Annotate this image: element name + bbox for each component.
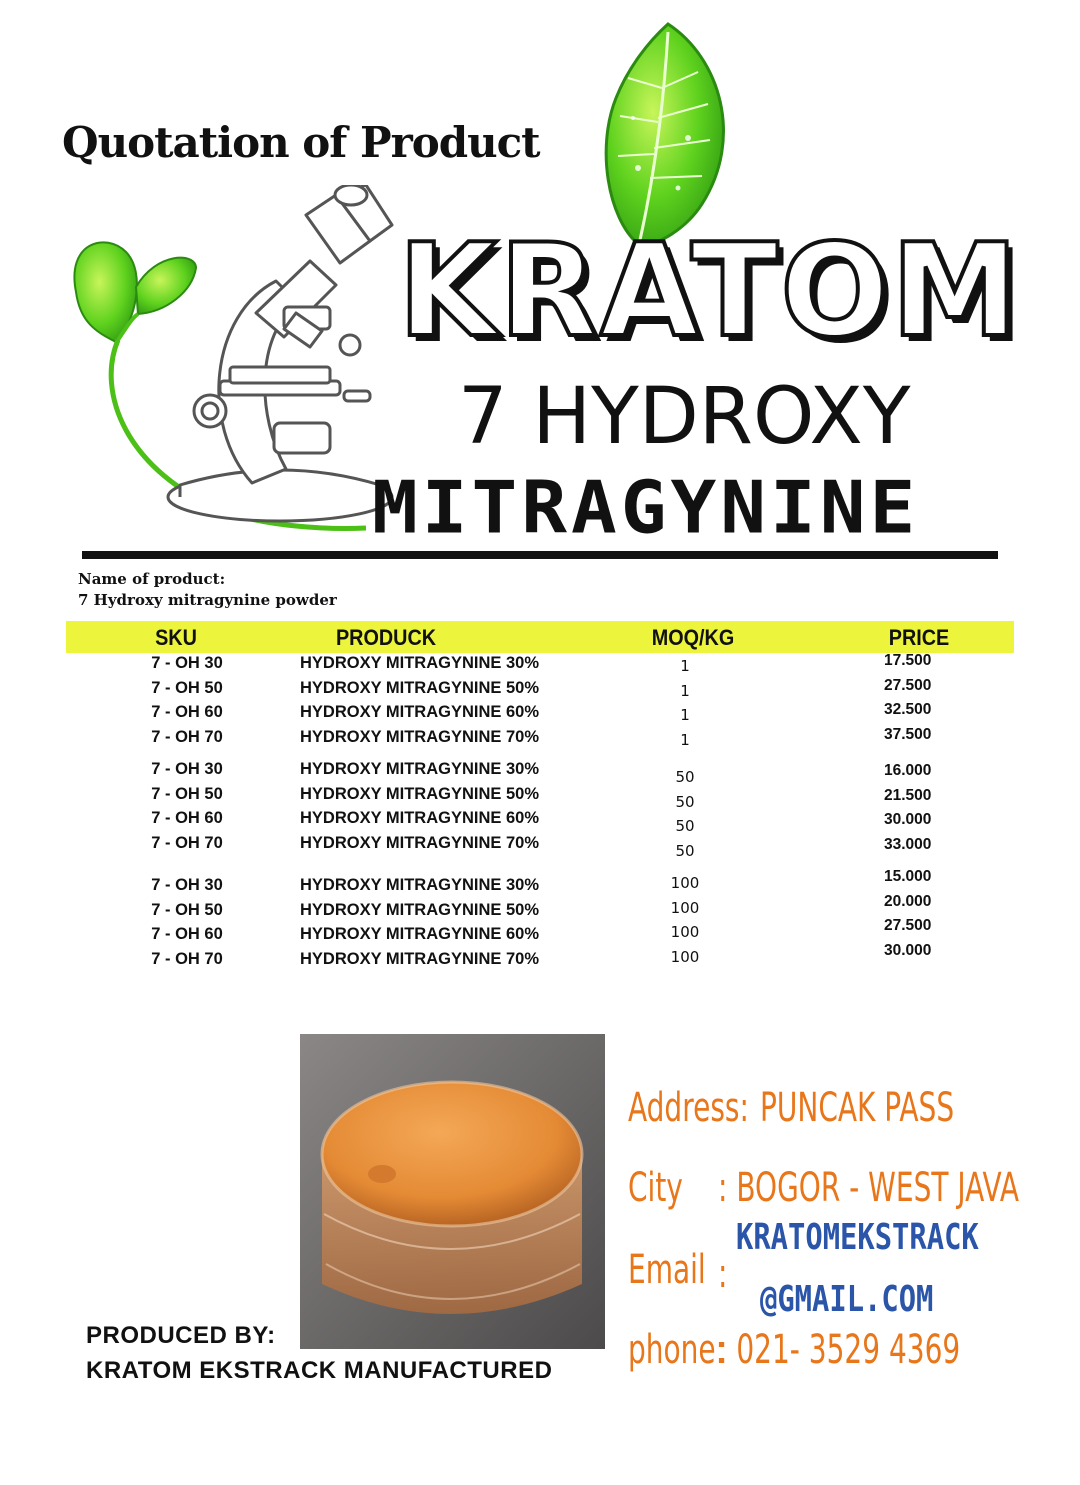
brand-title: KRATOM <box>398 217 1021 366</box>
leaf-icon <box>598 18 738 250</box>
table-cell-price: 20.000 <box>884 892 932 910</box>
email-line-1: KRATOMEKSTRACK <box>736 1217 979 1258</box>
table-cell-sku: 7 - OH 30 <box>151 876 223 894</box>
email-line-2: @GMAIL.COM <box>760 1279 934 1320</box>
table-cell-price: 21.500 <box>884 786 932 804</box>
table-cell-moq: 100 <box>670 898 700 917</box>
address-label: Address: <box>628 1085 749 1131</box>
table-cell-moq: 1 <box>680 657 690 675</box>
header-product: PRODUCK <box>335 625 437 650</box>
table-cell-price: 33.000 <box>884 835 932 853</box>
header-divider <box>82 551 998 559</box>
table-cell-price: 16.000 <box>884 762 932 779</box>
subtitle-mitragynine: MITRAGYNINE <box>372 465 920 550</box>
table-cell-product: HYDROXY MITRAGYNINE 60% <box>300 809 539 827</box>
table-cell-sku: 7 - OH 60 <box>151 809 223 827</box>
table-cell-sku: 7 - OH 50 <box>151 784 223 803</box>
powder-jar-photo <box>300 1034 605 1349</box>
table-cell-sku: 7 - OH 70 <box>151 727 223 746</box>
table-cell-sku: 7 - OH 30 <box>151 760 223 778</box>
email-separator: : <box>718 1251 728 1297</box>
table-cell-price: 27.500 <box>884 676 932 694</box>
table-cell-product: HYDROXY MITRAGYNINE 60% <box>300 703 539 721</box>
producer-label: PRODUCED BY: <box>86 1322 276 1349</box>
table-cell-sku: 7 - OH 50 <box>151 678 223 697</box>
table-cell-product: HYDROXY MITRAGYNINE 30% <box>300 760 539 778</box>
table-cell-moq: 1 <box>680 706 690 724</box>
header-moq: MOQ/KG <box>651 625 735 650</box>
address-value: PUNCAK PASS <box>760 1085 955 1131</box>
table-cell-moq: 50 <box>675 768 695 786</box>
table-cell-product: HYDROXY MITRAGYNINE 70% <box>300 727 539 746</box>
table-cell-price: 17.500 <box>884 652 932 669</box>
table-cell-moq: 100 <box>670 947 700 966</box>
table-cell-sku: 7 - OH 70 <box>151 949 223 968</box>
table-cell-moq: 1 <box>680 681 690 700</box>
producer-name: KRATOM EKSTRACK MANUFACTURED <box>86 1357 553 1384</box>
table-cell-moq: 50 <box>675 817 695 835</box>
table-cell-price: 30.000 <box>884 811 932 828</box>
table-cell-moq: 100 <box>670 923 700 941</box>
table-cell-product: HYDROXY MITRAGYNINE 60% <box>300 925 539 943</box>
table-cell-sku: 7 - OH 30 <box>151 654 223 672</box>
table-cell-product: HYDROXY MITRAGYNINE 50% <box>300 678 539 697</box>
table-cell-sku: 7 - OH 60 <box>151 703 223 721</box>
table-cell-price: 37.500 <box>884 725 932 743</box>
table-header <box>66 621 1014 653</box>
header-price: PRICE <box>888 625 950 650</box>
phone-value: : 021- 3529 4369 <box>718 1327 961 1373</box>
table-cell-product: HYDROXY MITRAGYNINE 70% <box>300 949 539 968</box>
product-name-value: 7 Hydroxy mitragynine powder <box>78 591 337 609</box>
city-value: : BOGOR - WEST JAVA <box>718 1165 1019 1211</box>
table-cell-product: HYDROXY MITRAGYNINE 70% <box>300 833 539 852</box>
table-cell-price: 32.500 <box>884 701 932 718</box>
table-cell-product: HYDROXY MITRAGYNINE 50% <box>300 900 539 919</box>
city-label: City <box>628 1165 683 1211</box>
subtitle-hydroxy: 7 HYDROXY <box>458 372 911 462</box>
table-cell-sku: 7 - OH 50 <box>151 900 223 919</box>
table-cell-product: HYDROXY MITRAGYNINE 50% <box>300 784 539 803</box>
table-cell-price: 30.000 <box>884 941 932 959</box>
table-cell-moq: 1 <box>680 730 690 749</box>
table-cell-moq: 50 <box>675 792 695 811</box>
table-cell-moq: 50 <box>675 841 695 860</box>
header-sku: SKU <box>155 625 197 650</box>
product-name-label: Name of product: <box>78 570 226 588</box>
table-cell-product: HYDROXY MITRAGYNINE 30% <box>300 654 539 672</box>
microscope-icon <box>160 185 400 530</box>
page-title: Quotation of Product <box>62 118 540 167</box>
table-cell-price: 27.500 <box>884 917 932 934</box>
table-cell-product: HYDROXY MITRAGYNINE 30% <box>300 876 539 894</box>
email-label: Email <box>628 1247 706 1293</box>
table-cell-sku: 7 - OH 70 <box>151 833 223 852</box>
phone-label: phone: <box>628 1327 726 1373</box>
table-cell-moq: 100 <box>670 874 700 892</box>
table-cell-sku: 7 - OH 60 <box>151 925 223 943</box>
table-cell-price: 15.000 <box>884 868 932 885</box>
